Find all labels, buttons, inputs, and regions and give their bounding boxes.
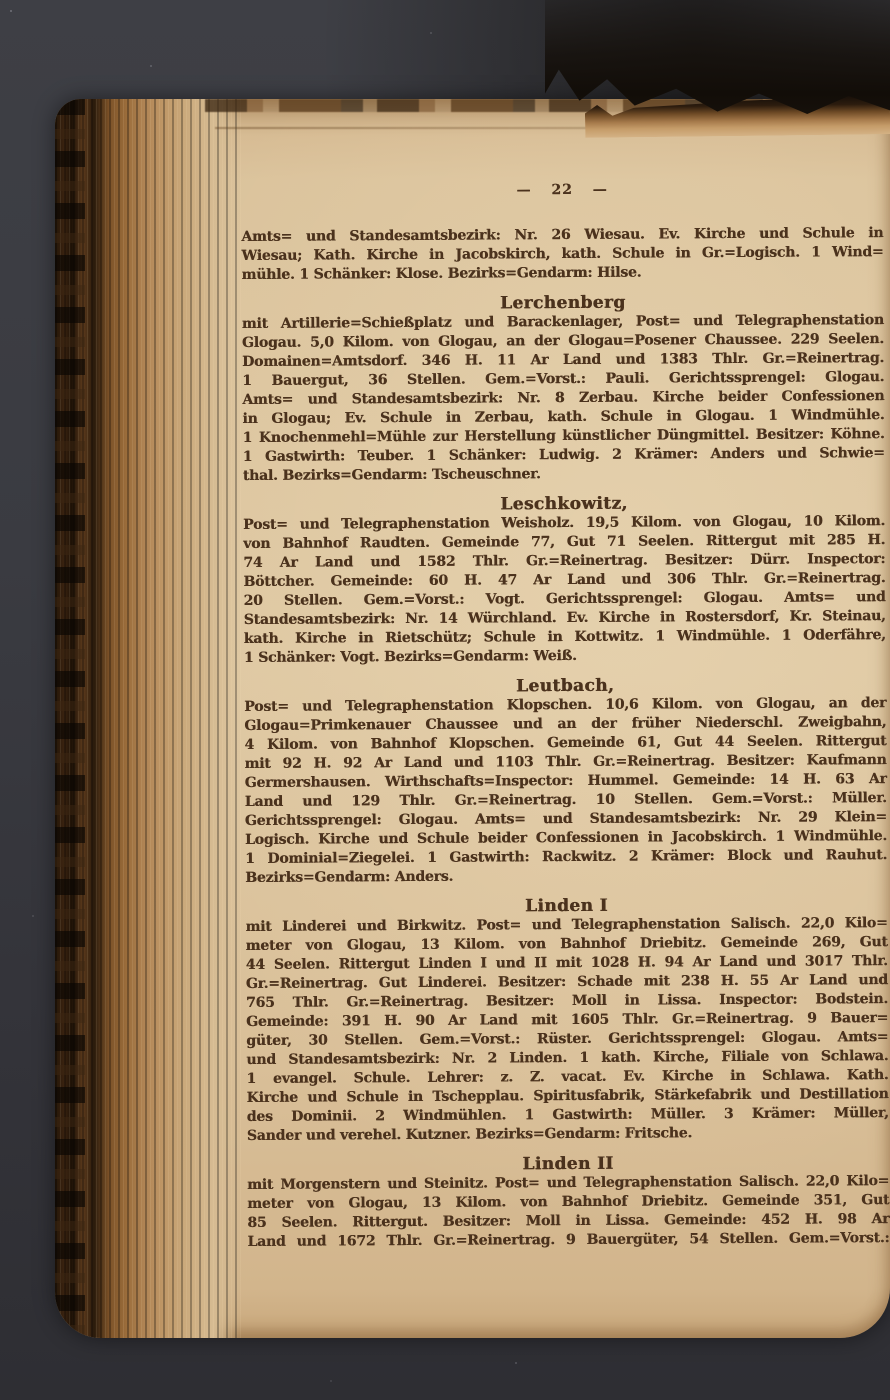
text-line: Kirche und Schule in Tschepplau. Spiritusfabrik, Stärkefabrik und Destillation: [246, 1086, 889, 1106]
text-line: mühle. 1 Schänker: Klose. Bezirks=Gendarm: Hilse.: [241, 264, 642, 283]
book-page: [55, 99, 890, 1338]
text-line: mit Linderei und Birkwitz. Post= und Telegraphenstation Salisch. 22,0 Kilo=: [245, 915, 888, 935]
text-block: [241, 224, 889, 1252]
text-line: 85 Seelen. Rittergut. Besitzer: Moll in Lissa. Gemeinde: 452 H. 98 Ar: [247, 1211, 890, 1231]
text-line: Amts= und Standesamtsbezirk: Nr. 8 Zerbau. Kirche beider Confessionen: [242, 388, 885, 408]
section-heading: Linden II: [522, 1153, 614, 1175]
page-number-value: 22: [551, 181, 573, 199]
text-line: des Dominii. 2 Windmühlen. 1 Gastwirth: Müller. 3 Krämer: Müller,: [246, 1105, 889, 1125]
text-line: 4 Kilom. von Bahnhof Klopschen. Gemeinde 61, Gut 44 Seelen. Rittergut: [244, 733, 887, 753]
text-line: 765 Thlr. Gr.=Reinertrag. Besitzer: Moll in Lissa. Inspector: Bodstein.: [245, 991, 889, 1011]
text-line: Domainen=Amtsdorf. 346 H. 11 Ar Land und 1383 Thlr. Gr.=Reinertrag.: [242, 350, 885, 370]
text-line: kath. Kirche in Rietschütz; Schule in Kottwitz. 1 Windmühle. 1 Oderfähre,: [243, 627, 886, 647]
page-number-dash-left: —: [516, 182, 532, 199]
text-line: mit Morgenstern und Steinitz. Post= und Telegraphenstation Salisch. 22,0 Kilo=: [247, 1173, 890, 1193]
text-line: Sander und verehel. Kutzner. Bezirks=Gendarm: Fritsche.: [246, 1125, 693, 1144]
text-line: Glogau. 5,0 Kilom. von Glogau, an der Glogau=Posener Chaussee. 229 Seelen.: [241, 331, 885, 351]
page-content: [241, 179, 890, 1252]
text-line: Standesamtsbezirk: Nr. 14 Würchland. Ev. Kirche in Rostersdorf, Kr. Steinau,: [243, 608, 886, 628]
text-line: Land und 1672 Thlr. Gr.=Reinertrag. 9 Bauergüter, 54 Stellen. Gem.=Vorst.:: [247, 1230, 890, 1250]
text-line: Gr.=Reinertrag. Gut Linderei. Besitzer: Schade mit 238 H. 55 Ar Land und: [245, 972, 888, 992]
spine-tatters: [55, 99, 85, 1338]
text-line: und Standesamtsbezirk: Nr. 2 Linden. 1 kath. Kirche, Filiale von Schlawa.: [246, 1048, 889, 1068]
text-line: 1 Schänker: Vogt. Bezirks=Gendarm: Weiß.: [243, 647, 577, 666]
dust-speckles: [10, 10, 12, 12]
text-line: thal. Bezirks=Gendarm: Tscheuschner.: [242, 466, 541, 484]
text-line: in Glogau; Ev. Schule in Zerbau, kath. Schule in Glogau. 1 Windmühle.: [242, 407, 885, 427]
text-line: Land und 129 Thlr. Gr.=Reinertrag. 10 Stellen. Gem.=Vorst.: Müller.: [244, 790, 887, 810]
text-line: 1 Knochenmehl=Mühle zur Herstellung künstlicher Düngmittel. Besitzer: Köhne.: [242, 426, 885, 446]
text-line: Post= und Telegraphenstation Weisholz. 19,5 Kilom. von Glogau, 10 Kilom.: [243, 513, 886, 533]
text-line: 20 Stellen. Gem.=Vorst.: Vogt. Gerichtssprengel: Glogau. Amts= und: [243, 589, 886, 609]
section-heading: Leschkowitz,: [500, 493, 628, 515]
text-line: Logisch. Kirche und Schule beider Confessionen in Jacobskirch. 1 Windmühle.: [244, 828, 888, 848]
text-line: von Bahnhof Raudten. Gemeinde 77, Gut 71 Seelen. Rittergut mit 285 H.: [243, 532, 886, 552]
text-line: mit Artillerie=Schießplatz und Barackenlager, Post= und Telegraphenstation: [241, 312, 884, 332]
text-line: 44 Seelen. Rittergut Linden I und II mit 1028 H. 94 Ar Land und 3017 Thlr.: [245, 953, 888, 973]
text-line: 1 Bauergut, 36 Stellen. Gem.=Vorst.: Pauli. Gerichtssprengel: Glogau.: [242, 369, 885, 389]
text-line: Gemeinde: 391 H. 90 Ar Land mit 1605 Thlr. Gr.=Reinertrag. 9 Bauer=: [246, 1010, 889, 1030]
section-heading: Linden I: [524, 895, 608, 917]
text-line: 1 Gastwirth: Teuber. 1 Schänker: Ludwig. 2 Krämer: Anders und Schwie=: [242, 445, 885, 465]
text-line: 1 Dominial=Ziegelei. 1 Gastwirth: Rackwitz. 2 Krämer: Block und Rauhut.: [245, 847, 888, 867]
text-line: Wiesau; Kath. Kirche in Jacobskirch, kath. Schule in Gr.=Logisch. 1 Wind=: [241, 244, 884, 264]
page-number-dash-right: —: [592, 181, 608, 198]
text-line: Gerichtssprengel: Glogau. Amts= und Standesamtsbezirk: Nr. 29 Klein=: [244, 809, 887, 829]
page-number: [241, 179, 883, 202]
text-line: Amts= und Standesamtsbezirk: Nr. 26 Wiesau. Ev. Kirche und Schule in: [241, 225, 884, 245]
text-line: Germershausen. Wirthschafts=Inspector: Hummel. Gemeinde: 14 H. 63 Ar: [244, 771, 887, 791]
text-line: güter, 30 Stellen. Gem.=Vorst.: Rüster. Gerichtssprengel: Glogau. Amts=: [246, 1029, 889, 1049]
text-line: meter von Glogau, 13 Kilom. von Bahnhof Driebitz. Gemeinde 351, Gut: [247, 1192, 890, 1212]
text-line: Bezirks=Gendarm: Anders.: [245, 868, 454, 886]
text-line: 74 Ar Land und 1582 Thlr. Gr.=Reinertrag. Besitzer: Dürr. Inspector:: [243, 551, 886, 571]
text-line: Böttcher. Gemeinde: 60 H. 47 Ar Land und 306 Thlr. Gr.=Reinertrag.: [243, 570, 886, 590]
text-line: meter von Glogau, 13 Kilom. von Bahnhof Driebitz. Gemeinde 269, Gut: [245, 934, 888, 954]
section-heading: Lerchenberg: [499, 292, 626, 314]
text-line: mit 92 H. 92 Ar Land und 1103 Thlr. Gr.=Reinertrag. Besitzer: Kaufmann: [244, 752, 887, 772]
text-line: 1 evangel. Schule. Lehrer: z. Z. vacat. Ev. Kirche in Schlawa. Kath.: [246, 1067, 889, 1087]
section-heading: Leutbach,: [515, 675, 615, 697]
text-line: Glogau=Primkenauer Chaussee und an der früher Niederschl. Zweigbahn,: [244, 714, 887, 734]
text-line: Post= und Telegraphenstation Klopschen. 10,6 Kilom. von Glogau, an der: [244, 695, 887, 715]
